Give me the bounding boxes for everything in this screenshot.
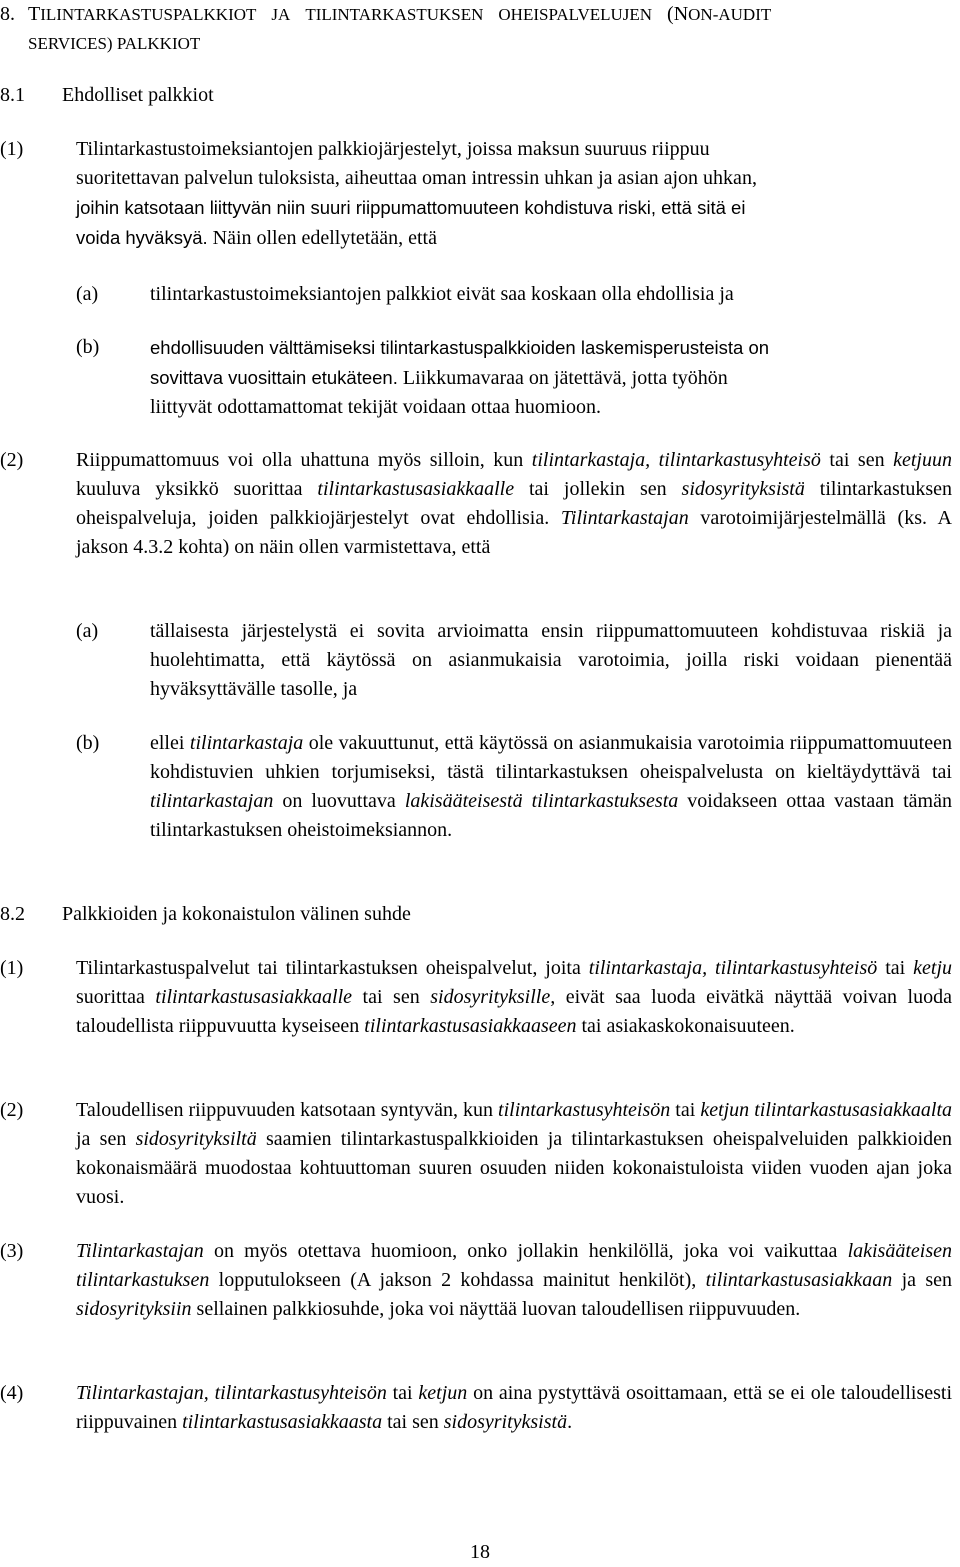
paragraph-number: (4): [0, 1382, 24, 1404]
paragraph-text: Taloudellisen riippuvuuden katsotaan syntyvän, kun tilintarkastusyhteisön tai ketjun tilintarkastusasiakkaalta ja sen sidosyrityksiltä saamien tilintarkastuspalkkioiden ja tilintarkastuksen oheispalveluiden palkkioiden kokonaismäärä muodostaa kohtuuttoman suuren osuuden niiden kokonaistuloista viiden vuoden ajan joka vuosi.: [76, 1099, 953, 1208]
subparagraph-text: ellei tilintarkastaja ole vakuuttunut, että käytössä on asianmukaisia varotoimia riippumattomuuteen kohdistuvien uhkien torjumiseksi, tästä tilintarkastuksen oheispalvelusta on kieltäydyttävä tai tilintarkastajan on luovuttava lakisääteisestä tilintarkastuksesta voidakseen ottaa vastaan tämän tilintarkastuksen oheistoimeksiannon.: [150, 732, 952, 841]
subparagraph-label: (b): [76, 732, 100, 754]
page-number: 18: [470, 1541, 490, 1563]
paragraph-text: Tilintarkastajan, tilintarkastusyhteisön tai ketjun on aina pystyttävä osoittamaan, että se ei ole taloudellisesti riippuvainen tilintarkastusasiakkaasta tai sen sidosyrityksistä.: [76, 1382, 953, 1433]
section-number: 8.: [0, 3, 15, 25]
subparagraph-label: (a): [76, 620, 99, 642]
section-title: Ehdolliset palkkiot: [62, 84, 214, 106]
section-number: 8.1: [0, 84, 25, 106]
subparagraph-label: (b): [76, 336, 100, 358]
paragraph-number: (1): [0, 138, 24, 160]
paragraph-number: (2): [0, 1099, 24, 1121]
subparagraph-text: ehdollisuuden välttämiseksi tilintarkastuspalkkioiden laskemisperusteista on sovittava vuosittain etukäteen. Liikkumavaraa on jätettävä, jotta työhön liittyvät odottamattomat tekijät voidaan ottaa huomioon.: [150, 337, 770, 418]
paragraph-number: (2): [0, 449, 24, 471]
section-title: TILINTARKASTUSPALKKIOT JA TILINTARKASTUKSEN OHEISPALVELUJEN (NON-AUDIT SERVICES) PALKKIOT: [28, 3, 772, 53]
section-title: Palkkioiden ja kokonaistulon välinen suhde: [62, 903, 411, 925]
paragraph-text: Tilintarkastajan on myös otettava huomioon, onko jollakin henkilöllä, joka voi vaikuttaa lakisääteisen tilintarkastuksen lopputulokseen (A jakson 2 kohdassa mainitut henkilöt), tilintarkastusasiakkaan ja sen sidosyrityksiin sellainen palkkiosuhde, joka voi näyttää luovan taloudellisen riippuvuuden.: [76, 1240, 952, 1320]
section-number: 8.2: [0, 903, 25, 925]
subparagraph-text: tilintarkastustoimeksiantojen palkkiot eivät saa koskaan olla ehdollisia ja: [150, 283, 734, 305]
paragraph-text: Tilintarkastustoimeksiantojen palkkiojärjestelyt, joissa maksun suuruus riippuu suoritettavan palvelun tuloksista, aiheuttaa oman intressin uhkan ja asian ajon uhkan, joihin katsotaan liittyvän niin suuri riippumattomuuteen kohdistuva riski, että sitä ei voida hyväksyä. Näin ollen edellytetään, että: [76, 138, 757, 249]
paragraph-text: Tilintarkastuspalvelut tai tilintarkastuksen oheispalvelut, joita tilintarkastaja, tilintarkastusyhteisö tai ketju suorittaa tilintarkastusasiakkaalle tai sen sidosyrityksille, eivät saa luoda eivätkä näyttää voivan luoda taloudellista riippuvuutta kyseiseen tilintarkastusasiakkaaseen tai asiakaskokonaisuuteen.: [76, 957, 953, 1037]
paragraph-number: (1): [0, 957, 24, 979]
paragraph-number: (3): [0, 1240, 24, 1262]
paragraph-text: Riippumattomuus voi olla uhattuna myös silloin, kun tilintarkastaja, tilintarkastusyhteisö tai sen ketjuun kuuluva yksikkö suorittaa tilintarkastusasiakkaalle tai jollekin sen sidosyrityksistä tilintarkastuksen oheispalveluja, joiden palkkiojärjestelyt ovat ehdollisia. Tilintarkastajan varotoimijärjestelmällä (ks. A jakson 4.3.2 kohta) on näin ollen varmistettava, että: [76, 449, 952, 558]
subparagraph-text: tällaisesta järjestelystä ei sovita arvioimatta ensin riippumattomuuteen kohdistuvaa riskiä ja huolehtimatta, että käytössä on asianmukaisia varotoimia, joilla riski voidaan pienentää hyväksyttävälle tasolle, ja: [150, 620, 952, 700]
subparagraph-label: (a): [76, 283, 99, 305]
